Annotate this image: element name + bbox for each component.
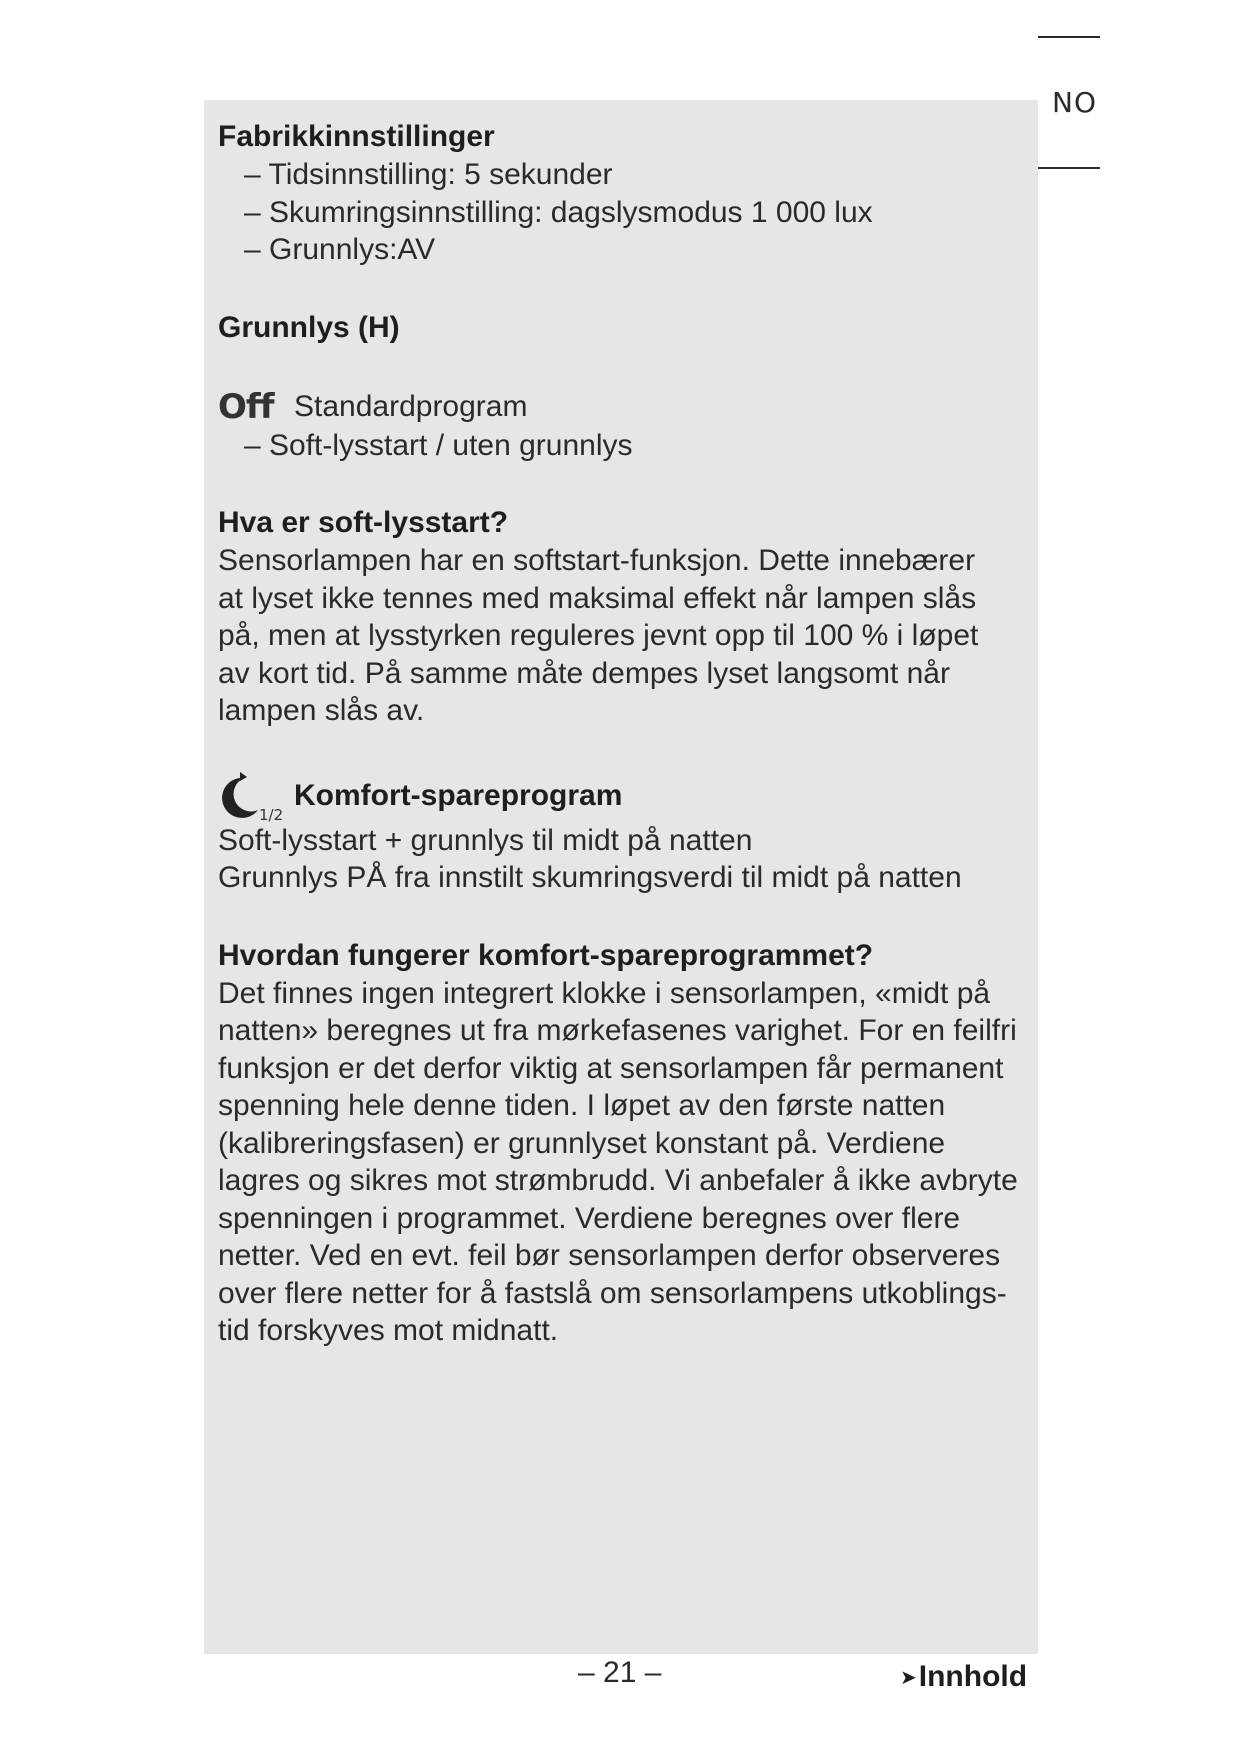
standard-program-row xyxy=(218,387,1038,427)
softstart-heading: Hva er soft-lysstart? xyxy=(218,506,509,539)
comfort-how-line: (kalibreringsfasen) er grunnlyset konstant på. Verdiene xyxy=(218,1126,946,1160)
page-content xyxy=(218,118,1038,1350)
comfort-how-line: natten» beregnes ut fra mørkefasenes varighet. For en feilfri xyxy=(218,1014,1017,1047)
softstart-line: på, men at lysstyrken reguleres jevnt opp til 100 % i løpet xyxy=(218,619,979,652)
comfort-line: Grunnlys PÅ fra innstilt skumringsverdi til midt på natten xyxy=(218,861,962,894)
comfort-program-row xyxy=(218,770,1038,822)
softstart-line: lampen slås av. xyxy=(218,694,425,727)
comfort-how-line: Det finnes ingen integrert klokke i sensorlampen, «midt på xyxy=(218,976,991,1010)
softstart-line: Sensorlampen har en softstart-funksjon. Dette innebærer xyxy=(218,544,976,577)
comfort-how-heading: Hvordan fungerer komfort-spareprogrammet? xyxy=(218,938,874,972)
off-icon: Off xyxy=(218,386,274,427)
arrow-right-icon: ➤ xyxy=(900,1666,917,1689)
half-night-moon-icon-fraction: 1/2 xyxy=(259,805,284,822)
comfort-how-line: tid forskyves mot midnatt. xyxy=(218,1314,559,1347)
factory-settings-heading: Fabrikkinnstillinger xyxy=(218,120,495,153)
lang-rule-bottom xyxy=(1038,167,1100,169)
softstart-line: av kort tid. På samme måte dempes lyset langsomt når xyxy=(218,656,950,690)
softstart-line: at lyset ikke tennes med maksimal effekt når lampen slås xyxy=(218,581,977,615)
comfort-how-line: spenning hele denne tiden. I løpet av den første natten xyxy=(218,1089,946,1122)
comfort-how-line: funksjon er det derfor viktig at sensorlampen får permanent xyxy=(218,1051,1004,1085)
factory-item-dusk: – Skumringsinnstilling: dagslysmodus 1 000 lux xyxy=(244,195,873,229)
base-light-heading: Grunnlys (H) xyxy=(218,310,400,344)
lang-rule-top xyxy=(1038,36,1100,38)
standard-program-label: Standardprogram xyxy=(294,389,528,423)
comfort-how-line: lagres og sikres mot strømbrudd. Vi anbefaler å ikke avbryte xyxy=(218,1164,1018,1197)
contents-link-label: Innhold xyxy=(918,1660,1028,1693)
page-number: – 21 – xyxy=(578,1656,662,1689)
comfort-line: Soft-lysstart + grunnlys til midt på natten xyxy=(218,823,753,857)
half-night-moon-icon xyxy=(218,770,294,822)
language-code: NO xyxy=(1052,86,1097,119)
factory-item-time: – Tidsinnstilling: 5 sekunder xyxy=(244,158,613,191)
comfort-how-line: spenningen i programmet. Verdiene beregnes over flere xyxy=(218,1201,961,1235)
comfort-how-line: netter. Ved en evt. feil bør sensorlampen derfor observeres xyxy=(218,1239,1001,1272)
contents-link[interactable] xyxy=(900,1660,1027,1694)
comfort-program-heading: Komfort-spareprogram xyxy=(294,778,623,812)
comfort-how-line: over flere netter for å fastslå om sensorlampens utkoblings- xyxy=(218,1276,1007,1310)
standard-program-item: – Soft-lysstart / uten grunnlys xyxy=(244,428,633,462)
factory-item-base: – Grunnlys:AV xyxy=(244,233,436,266)
